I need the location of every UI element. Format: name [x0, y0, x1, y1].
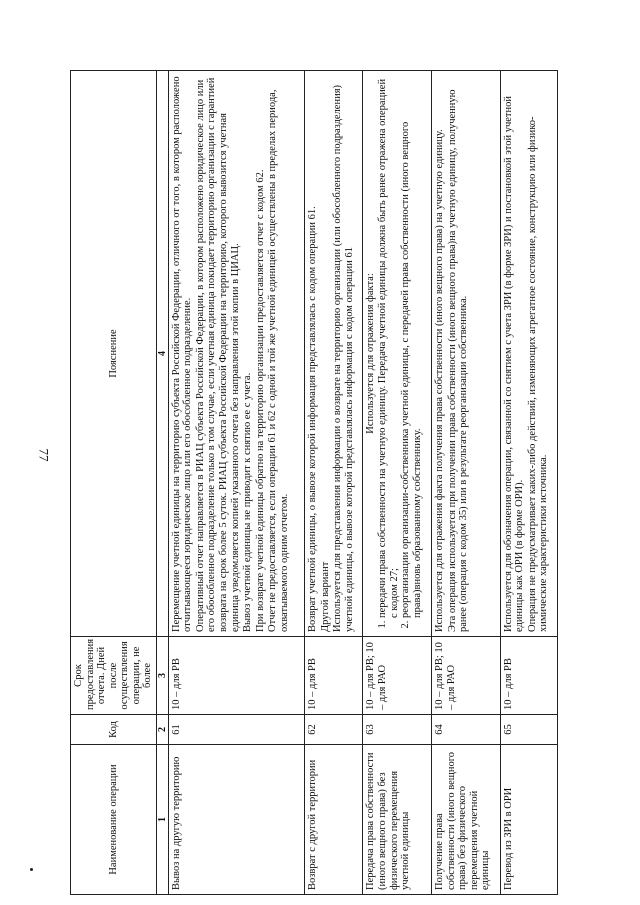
explanation-paragraph: Эта операция используется при получении права собственности (иного вещного права)на учетную единицу, полученную ранее (операция с кодом 35) или в результате реорганизации собственника. — [446, 89, 470, 632]
report-term: 10 – для РВ — [500, 637, 557, 715]
rotated-table-container — [70, 70, 558, 895]
operation-code: 64 — [432, 715, 501, 745]
scan-mark — [30, 868, 33, 871]
explanation-intro: Используется для отражения факта: — [365, 273, 377, 434]
operation-explanation — [500, 71, 557, 637]
explanation-paragraph: Оперативный отчет направляется в РИАЦ субъекта Российской Федерации, в котором расположено юридическое лицо или его обособленное подразделение только в том случае, если учетная единица покидает территорию организации с гарантией возврата на срок более 5 суток. РИАЦ субъекта Российской Федерации на территорию, которого вывозится учетная единица уведомляется копией указанного отчета без направления этой копии в ЦИАЦ. — [194, 77, 241, 632]
table-row — [363, 71, 432, 895]
operation-explanation — [363, 71, 432, 637]
operation-code: 63 — [363, 715, 432, 745]
table-row — [168, 71, 304, 895]
header-explanation: Пояснение — [71, 71, 157, 637]
explanation-paragraph: Используется для обозначения операции, связанной со снятием с учета ЗРИ (в форме ЗРИ) и постановкой этой учетной единицы как ОРИ (в форме ОРИ). — [502, 96, 526, 632]
report-term: 10 – для РВ; 10 – для РАО — [432, 637, 501, 715]
explanation-paragraph: При возврате учетной единицы обратно на территорию организации предоставляется отчет с кодом 62. — [254, 169, 266, 632]
column-number-row — [156, 71, 168, 895]
list-item: 2. реорганизации организации-собственника учетной единицы, с передачей права собственности (иного вещного права)вновь образованному собственнику. — [400, 75, 423, 618]
operations-table — [70, 70, 558, 895]
explanation-paragraph: Используется для представления информации о возврате на территорию организации (или обособленного подразделения) учетной единицы, о вывозе которой представлялась информация с кодом операции 61 — [332, 84, 355, 632]
report-term: 10 – для РВ — [305, 637, 363, 715]
column-number: 2 — [156, 715, 168, 745]
column-number: 3 — [156, 637, 168, 715]
column-number: 1 — [156, 745, 168, 895]
page-number: 77 — [36, 448, 52, 462]
operation-name: Возврат с другой территории — [305, 745, 363, 895]
explanation-paragraph: Другой вариант — [319, 561, 331, 632]
table-row — [305, 71, 363, 895]
table-row — [432, 71, 501, 895]
explanation-list — [377, 75, 423, 632]
operation-code: 61 — [168, 715, 304, 745]
operation-name: Перевод из ЗРИ в ОРИ — [500, 745, 557, 895]
list-item: 1. передачи права собственности на учетную единицу. Передача учетной единицы должна быть ранее отражена операцией с кодом 27; — [377, 75, 400, 618]
header-code: Код — [71, 715, 157, 745]
header-row — [71, 71, 157, 895]
report-term: 10 – для РВ; 10 – для РАО — [363, 637, 432, 715]
explanation-paragraph: Операция не предусматривает каких-либо действий, изменяющих агрегатное состояние, конструкцию или физико-химические характеристики источника. — [526, 116, 550, 632]
header-term: Срок предоставления отчета. Дней после осуществления операции, не более — [71, 637, 157, 715]
column-number: 4 — [156, 71, 168, 637]
table-row — [500, 71, 557, 895]
header-name: Наименование операции — [71, 745, 157, 895]
operation-name: Передача права собственности (иного вещного права) без физического перемещения учетной единицы — [363, 745, 432, 895]
operation-explanation — [168, 71, 304, 637]
explanation-paragraph: Вывоз учетной единицы не приводит к снятию ее с учета. — [242, 372, 254, 632]
operation-name: Получение права собственности (иного вещного права) без физического перемещения учетной единицы — [432, 745, 501, 895]
operation-code: 62 — [305, 715, 363, 745]
report-term: 10 – для РВ — [168, 637, 304, 715]
operation-explanation — [305, 71, 363, 637]
explanation-paragraph: Перемещение учетной единицы на территорию субъекта Российской Федерации, отличного от того, в котором расположено отчитывающееся юридическое лицо или его обособленное подразделение. — [170, 76, 194, 632]
operation-explanation — [432, 71, 501, 637]
explanation-paragraph: Отчет не предоставляется, если операции 61 и 62 с одной и той же учетной единицей осуществлены в пределах периода, охватываемого одним отчетом. — [267, 89, 290, 632]
operation-code: 65 — [500, 715, 557, 745]
explanation-paragraph: Используется для отражения факта получения права собственности (иного вещного права) на учетную единицу. — [434, 129, 446, 632]
operation-name: Вывоз на другую территорию — [168, 745, 304, 895]
explanation-paragraph: Возврат учетной единицы, о вывозе которой информация представлялась с кодом операции 61. — [307, 206, 319, 632]
